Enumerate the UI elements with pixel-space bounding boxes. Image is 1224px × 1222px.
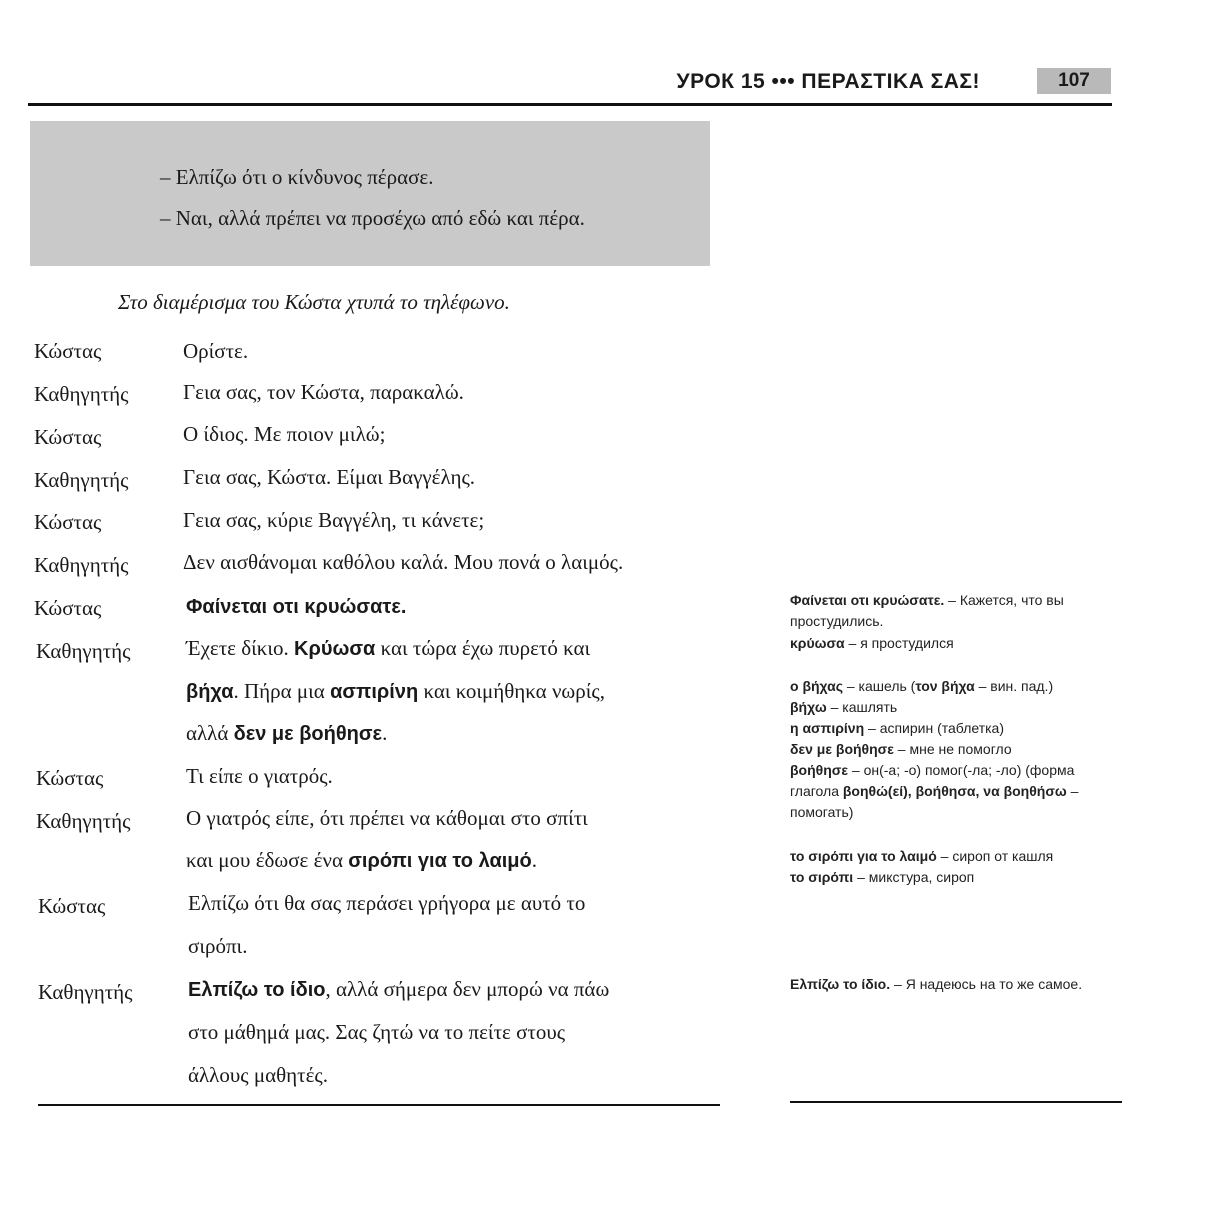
text: . Πήρα μια xyxy=(233,679,331,703)
gloss-entry xyxy=(790,590,1120,632)
speaker-name: Κώστας xyxy=(34,339,102,363)
gloss-translation: – кашель ( xyxy=(842,678,916,694)
gloss-translation: – помогать) xyxy=(790,783,1079,820)
key-phrase: ασπιρίνη xyxy=(330,681,419,703)
dialogue-line xyxy=(186,636,590,661)
dialogue-line xyxy=(186,848,537,873)
dialogue-line: άλλους μαθητές. xyxy=(188,1063,328,1087)
dialogue-line: Δεν αισθάνομαι καθόλου καλά. Μου πονά ο λαιμός. xyxy=(183,550,624,574)
speaker-name: Καθηγητής xyxy=(34,553,129,577)
key-phrase: Κρύωσα xyxy=(294,638,376,660)
header-divider xyxy=(28,103,1112,106)
speaker-name: Καθηγητής xyxy=(34,468,129,492)
text: Έχετε δίκιο. xyxy=(186,636,294,660)
gloss-term: το σιρόπι για το λαιμό xyxy=(790,848,937,864)
dialogue-line: Ελπίζω ότι θα σας περάσει γρήγορα με αυτό το xyxy=(188,891,586,915)
dialogue-line: Ορίστε. xyxy=(183,339,249,363)
gloss-entry xyxy=(790,676,1120,697)
text: . xyxy=(382,721,388,745)
dialogue-line: σιρόπι. xyxy=(188,934,248,958)
dialogue-line xyxy=(188,977,609,1002)
gloss-translation: – вин. пад.) xyxy=(974,678,1054,694)
gloss-translation: – я простудился xyxy=(844,635,954,651)
gloss-translation: – аспирин (таблетка) xyxy=(864,720,1004,736)
text: και κοιμήθηκα νωρίς, xyxy=(418,679,605,703)
text: αλλά xyxy=(186,721,234,745)
gloss-term: Φαίνεται οτι κρυώσατε. xyxy=(790,592,945,608)
gloss-term: βοήθησε xyxy=(790,762,848,778)
gloss-term: ο βήχας xyxy=(790,678,843,694)
main-footer-divider xyxy=(38,1104,720,1106)
lesson-title: УРОК 15 ••• ΠΕΡΑΣΤΙΚΑ ΣΑΣ! xyxy=(676,70,980,93)
speaker-name: Καθηγητής xyxy=(36,809,131,833)
dialogue-line: Τι είπε ο γιατρός. xyxy=(186,764,333,788)
gloss-term: Ελπίζω το ίδιο. xyxy=(790,976,891,992)
dialogue-line: Γεια σας, κύριε Βαγγέλη, τι κάνετε; xyxy=(183,508,485,532)
dialogue-line: Ο γιατρός είπε, ότι πρέπει να κάθομαι στο σπίτι xyxy=(186,806,588,830)
key-phrase: σιρόπι για το λαιμό xyxy=(348,850,532,872)
text: και τώρα έχω πυρετό και xyxy=(375,636,591,660)
gloss-term: βήχω xyxy=(790,699,827,715)
text: και μου έδωσε ένα xyxy=(186,848,349,872)
highlight-line-1: – Ελπίζω ότι ο κίνδυνος πέρασε. xyxy=(160,165,434,189)
gloss-entry xyxy=(790,846,1120,867)
key-phrase: βήχα xyxy=(186,681,234,703)
highlight-line-2: – Ναι, αλλά πρέπει να προσέχω από εδώ και πέρα. xyxy=(160,206,585,230)
gloss-translation: – Я надеюсь на то же самое. xyxy=(890,976,1083,992)
speaker-name: Κώστας xyxy=(36,766,104,790)
gloss-term: η ασπιρίνη xyxy=(790,720,865,736)
dialogue-line: Γεια σας, τον Κώστα, παρακαλώ. xyxy=(183,380,464,404)
dialogue-line xyxy=(186,679,605,704)
key-phrase: Φαίνεται οτι κρυώσατε. xyxy=(186,596,407,618)
text: . xyxy=(531,848,538,872)
gloss-term: τον βήχα xyxy=(915,678,975,694)
speaker-name: Κώστας xyxy=(34,510,102,534)
speaker-name: Κώστας xyxy=(38,894,106,918)
speaker-name: Καθηγητής xyxy=(36,639,131,663)
dialogue-line: στο μάθημά μας. Σας ζητώ να το πείτε στους xyxy=(188,1020,566,1044)
gloss-translation: – мне не помогло xyxy=(893,741,1012,757)
speaker-name: Καθηγητής xyxy=(34,382,129,406)
gloss-entry xyxy=(790,633,1120,654)
gloss-translation: – он(-а; -о) помог(-ла; -ло) (форма глагола xyxy=(790,762,1075,799)
gloss-translation: – кашлять xyxy=(826,699,898,715)
gloss-translation: – сироп от кашля xyxy=(936,848,1054,864)
key-phrase: δεν με βοήθησε xyxy=(233,723,383,745)
speaker-name: Κώστας xyxy=(34,425,102,449)
gloss-translation: – микстура, сироп xyxy=(853,869,975,885)
gloss-term: βοηθώ(εί), βοήθησα, να βοηθήσω xyxy=(842,783,1067,799)
sidebar-footer-divider xyxy=(790,1101,1122,1103)
gloss-term: κρύωσα xyxy=(790,635,845,651)
gloss-term: το σιρόπι xyxy=(790,869,854,885)
speaker-name: Καθηγητής xyxy=(38,980,133,1004)
key-phrase: Ελπίζω το ίδιο xyxy=(188,979,326,1001)
gloss-entry xyxy=(790,739,1120,760)
gloss-entry xyxy=(790,697,1120,718)
highlight-box xyxy=(30,121,710,266)
gloss-translation: – Кажется, что вы простудились. xyxy=(790,592,1064,629)
gloss-entry xyxy=(790,760,1120,823)
text: , αλλά σήμερα δεν μπορώ να πάω xyxy=(325,977,610,1001)
speaker-name: Κώστας xyxy=(34,596,102,620)
gloss-term: δεν με βοήθησε xyxy=(790,741,894,757)
gloss-entry xyxy=(790,974,1120,995)
dialogue-line xyxy=(186,721,387,746)
gloss-entry xyxy=(790,867,1120,888)
dialogue-line: Γεια σας, Κώστα. Είμαι Βαγγέλης. xyxy=(183,465,476,489)
dialogue-line: Ο ίδιος. Με ποιον μιλώ; xyxy=(183,422,386,446)
gloss-entry xyxy=(790,718,1120,739)
page-number: 107 xyxy=(1037,68,1111,94)
scene-description: Στο διαμέρισμα του Κώστα χτυπά το τηλέφωνο. xyxy=(118,290,510,314)
dialogue-line xyxy=(186,594,406,619)
